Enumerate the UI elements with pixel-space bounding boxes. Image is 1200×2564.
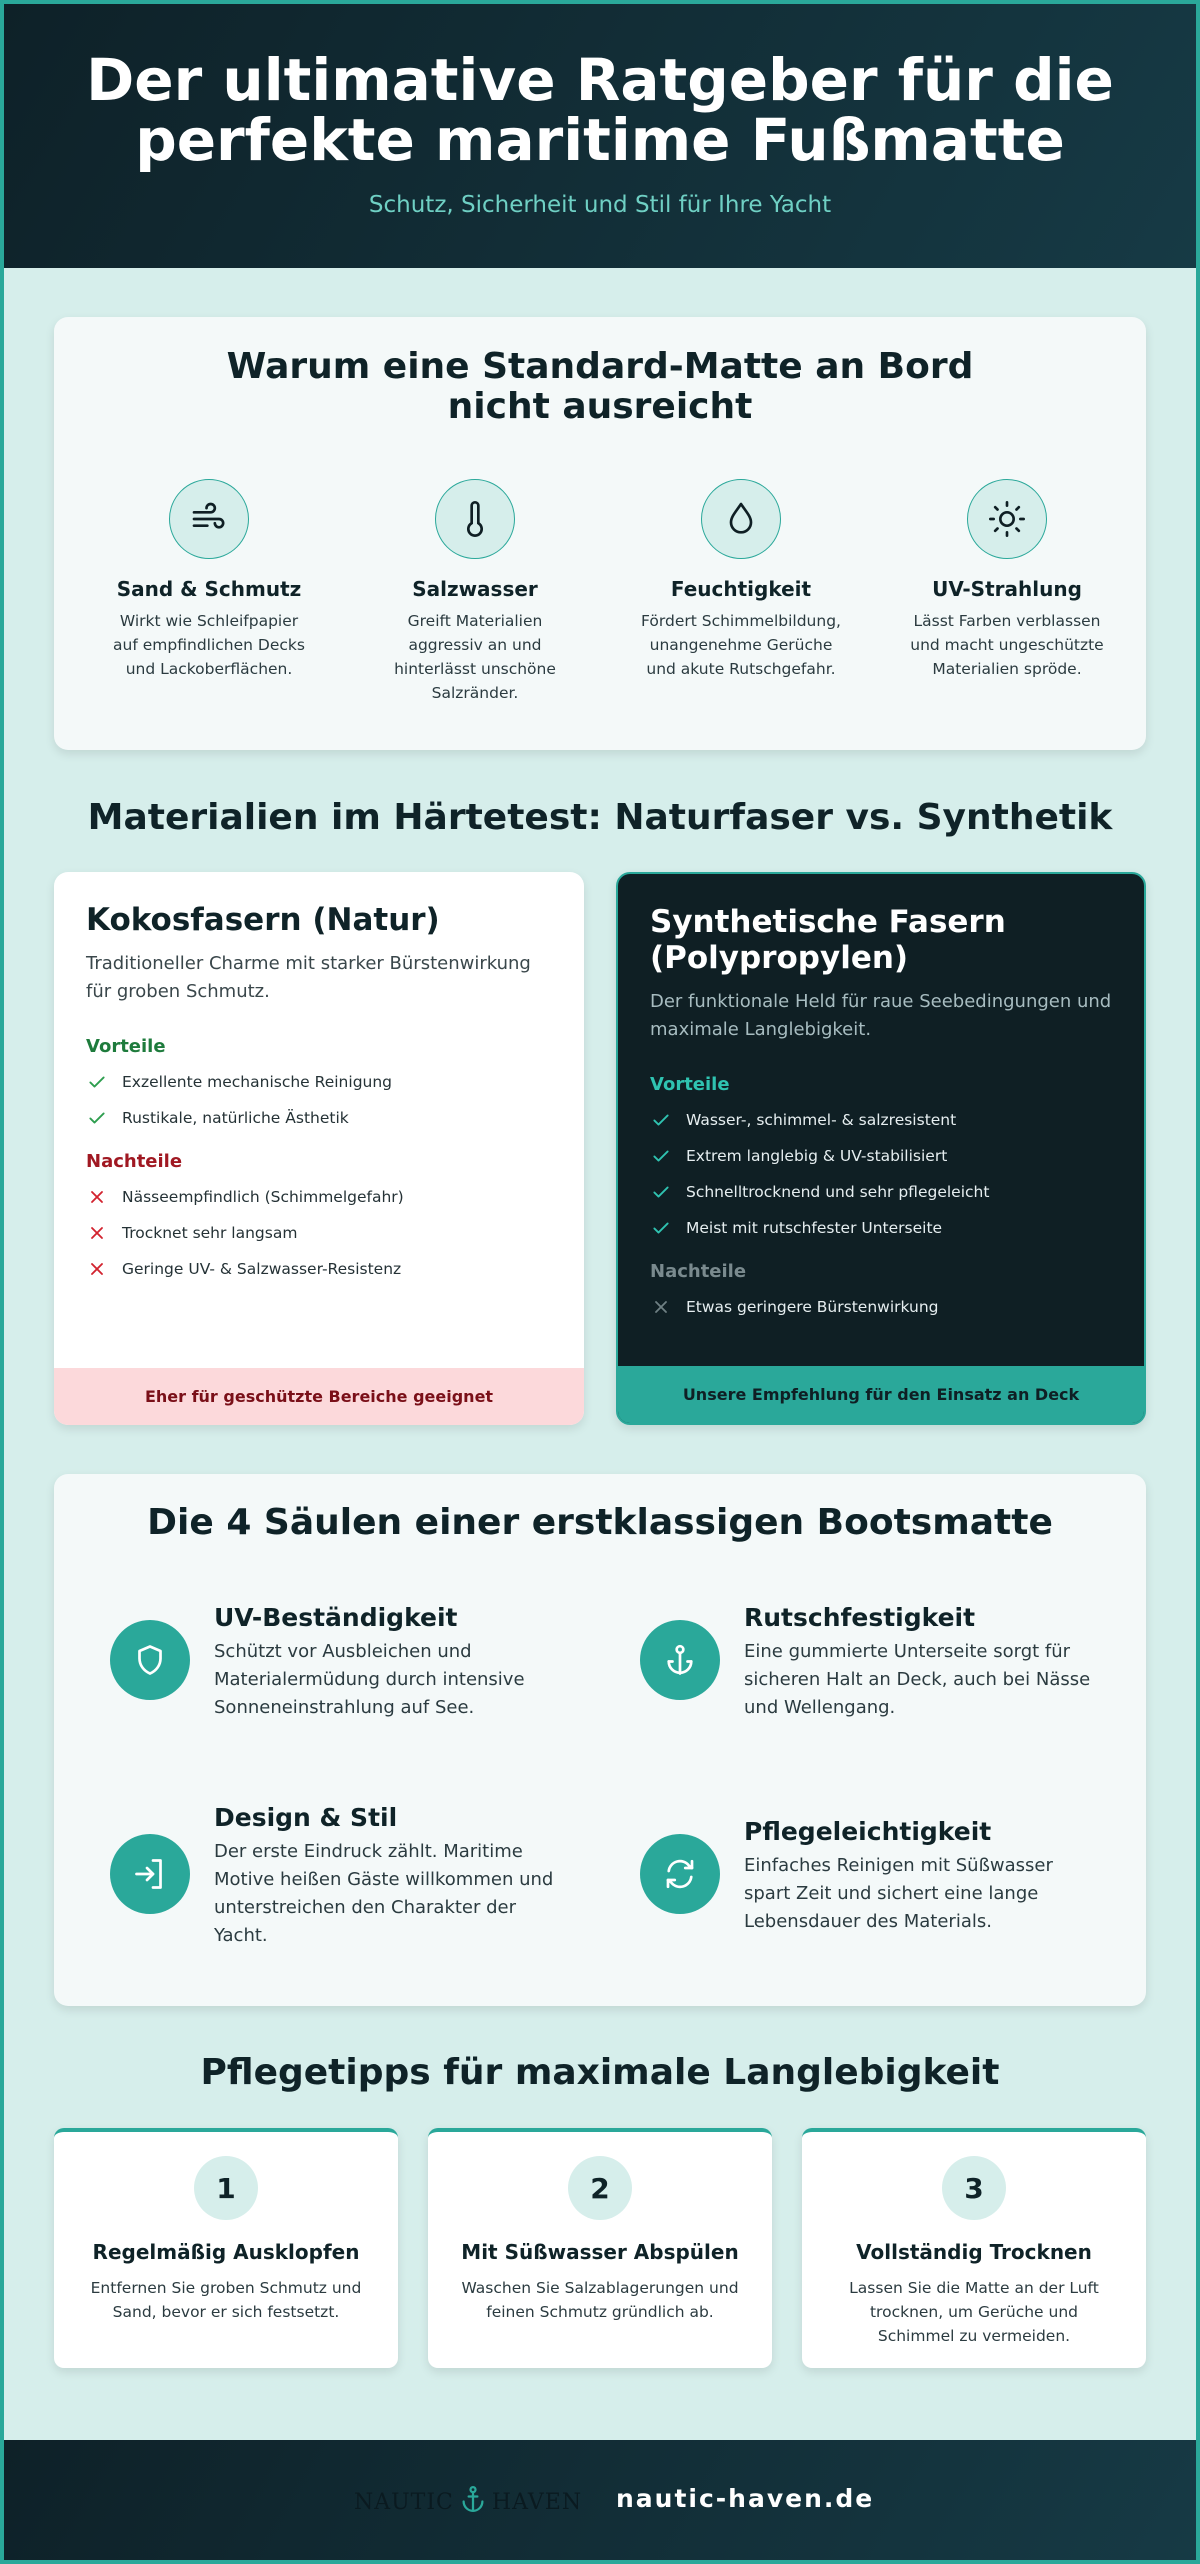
pros-label: Vorteile: [86, 1036, 166, 1057]
sign-in-icon: [110, 1834, 190, 1914]
why-item-title: Salzwasser: [412, 577, 538, 601]
con-item: Trocknet sehr langsam: [86, 1221, 554, 1244]
why-item-title: UV-Strahlung: [932, 577, 1082, 601]
footer: [4, 2440, 1196, 2564]
why-title: Warum eine Standard-Matte an Bord nicht ausreicht: [226, 346, 974, 427]
why-item-uv: [892, 479, 1122, 681]
droplet-icon: [701, 479, 781, 559]
wind-icon: [169, 479, 249, 559]
material-card-synthetic: [616, 872, 1146, 1425]
pillar-text: Schützt vor Ausbleichen und Materialermüdung durch intensive Sonneneinstrahlung auf See.: [214, 1641, 525, 1718]
page-subtitle: Schutz, Sicherheit und Stil für Ihre Yacht: [368, 192, 832, 218]
page-title: Der ultimative Ratgeber für die perfekte maritime Fußmatte: [86, 46, 1114, 174]
tip-text: Entfernen Sie groben Schmutz und Sand, bevor er sich festsetzt.: [90, 2279, 362, 2321]
pillar-title: Pflegeleichtigkeit: [744, 1817, 992, 1846]
thermometer-icon: [435, 479, 515, 559]
pillar-text: Einfaches Reinigen mit Süßwasser spart Zeit und sichert eine lange Lebensdauer des Materials.: [744, 1855, 1053, 1932]
pro-item: Schnelltrocknend und sehr pflegeleicht: [650, 1180, 1114, 1203]
brand-logo: NAUTIC HAVEN: [354, 2485, 582, 2519]
tip-title: Mit Süßwasser Abspülen: [461, 2240, 739, 2264]
con-item: Nässeempfindlich (Schimmelgefahr): [86, 1185, 554, 1208]
pro-item: Rustikale, natürliche Ästhetik: [86, 1106, 554, 1129]
tip-number: 1: [194, 2156, 258, 2220]
check-icon: [86, 1107, 108, 1129]
why-item-text: Wirkt wie Schleifpapier auf empfindlichen Decks und Lackoberflächen.: [113, 612, 305, 678]
material-card-natur: [54, 872, 584, 1425]
pro-item: Extrem langlebig & UV-stabilisiert: [650, 1144, 1114, 1167]
cross-icon: [86, 1186, 108, 1208]
material-desc: Der funktionale Held für raue Seebedingungen und maximale Langlebigkeit.: [650, 991, 1112, 1040]
cons-label: Nachteile: [650, 1261, 747, 1282]
pillar-title: Design & Stil: [214, 1803, 398, 1832]
tip-number: 2: [568, 2156, 632, 2220]
check-icon: [650, 1217, 672, 1239]
material-verdict: Unsere Empfehlung für den Einsatz an Deck: [618, 1366, 1144, 1423]
website-link[interactable]: nautic-haven.de: [616, 2484, 875, 2513]
tip-text: Lassen Sie die Matte an der Luft trocknen, um Gerüche und Schimmel zu vermeiden.: [849, 2279, 1099, 2345]
sun-icon: [967, 479, 1047, 559]
tip-card: [428, 2128, 772, 2368]
why-item-text: Fördert Schimmelbildung, unangenehme Gerüche und akute Rutschgefahr.: [641, 612, 841, 678]
refresh-icon: [640, 1834, 720, 1914]
pillar-title: UV-Beständigkeit: [214, 1603, 458, 1632]
con-item: Etwas geringere Bürstenwirkung: [650, 1295, 1114, 1318]
check-icon: [650, 1109, 672, 1131]
pros-label: Vorteile: [650, 1074, 730, 1095]
pillar-text: Eine gummierte Unterseite sorgt für sicheren Halt an Deck, auch bei Nässe und Wellengang.: [744, 1641, 1091, 1718]
pillar-title: Rutschfestigkeit: [744, 1603, 976, 1632]
material-verdict: Eher für geschützte Bereiche geeignet: [54, 1368, 584, 1425]
cross-icon: [86, 1258, 108, 1280]
material-title: Kokosfasern (Natur): [86, 902, 440, 938]
tip-title: Vollständig Trocknen: [856, 2240, 1092, 2264]
material-title: Synthetische Fasern (Polypropylen): [650, 904, 1006, 976]
why-item-moisture: [626, 479, 856, 681]
con-item: Geringe UV- & Salzwasser-Resistenz: [86, 1257, 554, 1280]
why-item-salt: [360, 479, 590, 705]
why-item-text: Greift Materialien aggressiv an und hinterlässt unschöne Salzränder.: [394, 612, 556, 702]
pillars-title: Die 4 Säulen einer erstklassigen Bootsmatte: [147, 1502, 1053, 1543]
tip-number: 3: [942, 2156, 1006, 2220]
anchor-icon: [458, 2482, 488, 2522]
why-section: [54, 317, 1146, 750]
pillar-text: Der erste Eindruck zählt. Maritime Motive heißen Gäste willkommen und unterstreichen den Charakter der Yacht.: [214, 1841, 554, 1946]
why-item-text: Lässt Farben verblassen und macht ungeschützte Materialien spröde.: [910, 612, 1104, 678]
pro-item: Meist mit rutschfester Unterseite: [650, 1216, 1114, 1239]
anchor-icon: [640, 1620, 720, 1700]
tip-card: [802, 2128, 1146, 2368]
check-icon: [86, 1071, 108, 1093]
material-desc: Traditioneller Charme mit starker Bürstenwirkung für groben Schmutz.: [86, 953, 531, 1002]
why-item-title: Feuchtigkeit: [670, 577, 812, 601]
why-item-sand: [94, 479, 324, 681]
tip-text: Waschen Sie Salzablagerungen und feinen Schmutz gründlich ab.: [461, 2279, 739, 2321]
shield-icon: [110, 1620, 190, 1700]
pro-item: Wasser-, schimmel- & salzresistent: [650, 1108, 1114, 1131]
cross-icon: [86, 1222, 108, 1244]
materials-title: Materialien im Härtetest: Naturfaser vs. Synthetik: [87, 797, 1113, 838]
tip-card: [54, 2128, 398, 2368]
check-icon: [650, 1181, 672, 1203]
why-item-title: Sand & Schmutz: [116, 577, 302, 601]
cross-icon: [650, 1296, 672, 1318]
tips-title: Pflegetipps für maximale Langlebigkeit: [200, 2052, 1000, 2093]
pillars-section: [54, 1474, 1146, 2006]
pro-item: Exzellente mechanische Reinigung: [86, 1070, 554, 1093]
tip-title: Regelmäßig Ausklopfen: [92, 2240, 360, 2264]
cons-label: Nachteile: [86, 1151, 183, 1172]
check-icon: [650, 1145, 672, 1167]
hero-header: [4, 4, 1196, 268]
